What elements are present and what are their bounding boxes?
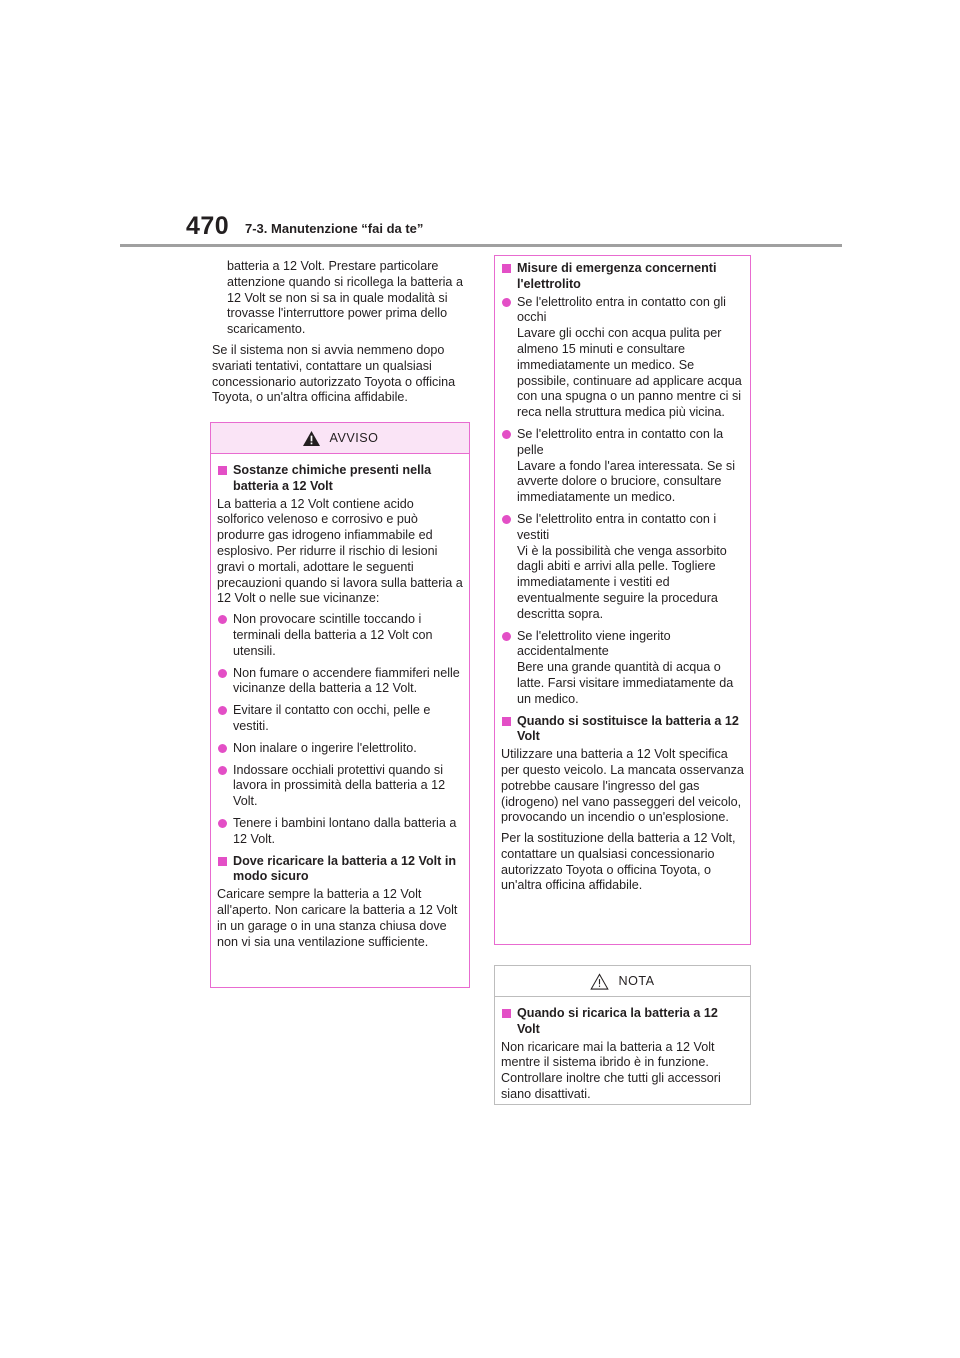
replacement-text: Utilizzare una batteria a 12 Volt specifica per questo veicolo. La mancata osservanza potrebbe causare l'ingresso del gas (idrogeno) nel vano passeggeri del veicolo, provocando un incendio o un'esplosione.	[501, 747, 744, 825]
emergency-bullet	[501, 512, 744, 623]
warning-bullet	[217, 816, 463, 848]
warning-bullet	[217, 741, 463, 757]
warning-title: AVVISO	[329, 431, 379, 445]
emergency-bullet-title: Se l'elettrolito entra in contatto con gli occhi	[517, 294, 726, 325]
emergency-bullet-title: Se l'elettrolito entra in contatto con i vestiti	[517, 511, 717, 542]
emergency-bullet-body: Vi è la possibilità che venga assorbito dagli abiti e arrivi alla pelle. Togliere immediatamente i vestiti ed eventualmente seguire la procedura descritta sopra.	[517, 543, 727, 621]
dot-bullet-icon	[218, 744, 227, 753]
warning-text-chemicals: La batteria a 12 Volt contiene acido solforico velenoso e corrosivo e può produrre gas idrogeno infiammabile ed esplosivo. Per ridurre il rischio di lesioni gravi o mortali, adottare le seguenti precauzioni quando si lavora sulla batteria a 12 Volt o nelle sue vicinanze:	[217, 496, 463, 606]
warning-header	[211, 423, 469, 454]
dot-bullet-icon	[502, 632, 511, 641]
emergency-bullet-body: Lavare gli occhi con acqua pulita per almeno 15 minuti e consultare immediatamente un medico. Se possibile, continuare ad applicare acqua con una spugna o un panno mentre ci si reca nella struttura medica più vicina.	[517, 326, 742, 420]
warning-heading-charging-text: Dove ricaricare la batteria a 12 Volt in modo sicuro	[233, 853, 457, 884]
dot-bullet-icon	[218, 819, 227, 828]
warning-bullet-text: Non provocare scintille toccando i terminali della batteria a 12 Volt con utensili.	[233, 612, 433, 658]
nota-heading	[501, 1006, 744, 1038]
warning-heading-charging	[217, 854, 463, 886]
warning-bullet	[217, 612, 463, 659]
emergency-bullet-title: Se l'elettrolito viene ingerito accidentalmente	[517, 628, 671, 659]
continued-text: batteria a 12 Volt. Prestare particolare attenzione quando si ricollega la batteria a 12 Volt se non si sa in quale modalità si trovasse l'interruttore power prima dello scaricamento.	[227, 259, 463, 337]
contact-paragraph: Se il sistema non si avvia nemmeno dopo svariati tentativi, contattare un qualsiasi concessionario autorizzato Toyota o officina Toyota, o un'altra officina affidabile.	[212, 342, 456, 405]
square-bullet-icon	[502, 717, 511, 726]
warning-box-continued	[494, 255, 751, 945]
emergency-bullet	[501, 295, 744, 421]
warning-bullet	[217, 763, 463, 810]
warning-text-charging: Caricare sempre la batteria a 12 Volt all'aperto. Non caricare la batteria a 12 Volt in un garage o in una stanza chiusa dove non vi sia una ventilazione sufficiente.	[217, 887, 458, 949]
warning-bullet-text: Non inalare o ingerire l'elettrolito.	[233, 740, 417, 755]
warning-continued-body	[495, 256, 750, 894]
nota-box	[494, 965, 751, 1105]
warning-bullet-text: Indossare occhiali protettivi quando si lavora in prossimità della batteria a 12 Volt.	[233, 762, 446, 809]
warning-bullet-text: Tenere i bambini lontano dalla batteria a 12 Volt.	[233, 815, 457, 846]
warning-bullet	[217, 666, 463, 698]
nota-title: NOTA	[618, 974, 655, 988]
square-bullet-icon	[502, 264, 511, 273]
warning-box	[210, 422, 470, 988]
square-bullet-icon	[218, 857, 227, 866]
square-bullet-icon	[502, 1009, 511, 1018]
emergency-heading-text: Misure di emergenza concernenti l'elettrolito	[517, 261, 717, 291]
caution-icon	[590, 973, 609, 990]
emergency-bullet-text	[517, 512, 744, 623]
warning-heading-chemicals	[217, 463, 463, 495]
emergency-bullet	[501, 427, 744, 506]
dot-bullet-icon	[218, 669, 227, 678]
dot-bullet-icon	[502, 430, 511, 439]
emergency-bullet-text	[517, 427, 744, 506]
replacement-heading	[501, 714, 744, 746]
nota-text: Non ricaricare mai la batteria a 12 Volt mentre il sistema ibrido è in funzione. Controllare inoltre che tutti gli accessori siano disattivati.	[501, 1039, 721, 1101]
left-column	[212, 259, 470, 406]
section-title: 7-3. Manutenzione “fai da te”	[245, 221, 424, 236]
nota-heading-text: Quando si ricarica la batteria a 12 Volt	[517, 1006, 718, 1036]
warning-heading-chemicals-text: Sostanze chimiche presenti nella batteria a 12 Volt	[233, 463, 432, 493]
emergency-bullet-text	[517, 295, 744, 421]
emergency-bullet	[501, 629, 744, 708]
nota-header	[495, 966, 750, 997]
replacement-contact-text: Per la sostituzione della batteria a 12 Volt, contattare un qualsiasi concessionario autorizzato Toyota o officina Toyota, o un'altra officina affidabile.	[501, 831, 736, 893]
replacement-heading-text: Quando si sostituisce la batteria a 12 Volt	[517, 713, 739, 744]
emergency-bullet-body: Bere una grande quantità di acqua o latte. Farsi visitare immediatamente da un medico.	[517, 660, 734, 706]
emergency-heading	[501, 261, 744, 293]
emergency-bullet-body: Lavare a fondo l'area interessata. Se si avverte dolore o bruciore, consultare immediatamente un medico.	[517, 458, 736, 505]
dot-bullet-icon	[218, 706, 227, 715]
dot-bullet-icon	[218, 766, 227, 775]
warning-icon	[302, 430, 321, 447]
emergency-bullet-text	[517, 629, 744, 708]
warning-bullet-text: Non fumare o accendere fiammiferi nelle vicinanze della batteria a 12 Volt.	[233, 665, 460, 696]
dot-bullet-icon	[502, 298, 511, 307]
emergency-bullet-title: Se l'elettrolito entra in contatto con la pelle	[517, 426, 724, 457]
dot-bullet-icon	[218, 615, 227, 624]
dot-bullet-icon	[502, 515, 511, 524]
page-number: 470	[186, 212, 230, 240]
nota-body	[495, 997, 750, 1103]
warning-body	[211, 454, 469, 950]
header-rule	[120, 244, 842, 247]
warning-bullet-text: Evitare il contatto con occhi, pelle e vestiti.	[233, 703, 431, 733]
warning-bullet	[217, 703, 463, 735]
square-bullet-icon	[218, 466, 227, 475]
